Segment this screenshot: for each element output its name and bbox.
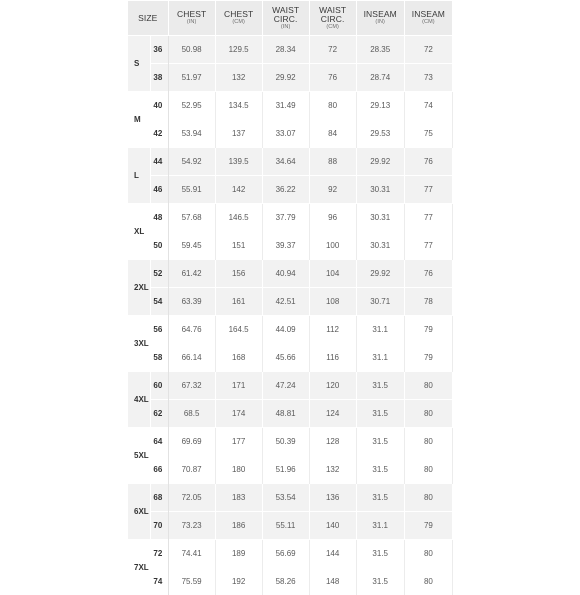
size-number: 72 [151, 540, 168, 568]
size-number: 46 [151, 176, 168, 204]
measurement-cell: 134.5 [215, 92, 262, 120]
size-number: 68 [151, 484, 168, 512]
size-chart-body [128, 36, 453, 595]
size-number: 42 [151, 120, 168, 148]
measurement-cell: 80 [404, 484, 452, 512]
measurement-cell: 37.79 [262, 204, 309, 232]
table-row [128, 568, 453, 595]
measurement-cell: 76 [404, 148, 452, 176]
measurement-cell: 80 [404, 456, 452, 484]
measurement-cell: 52.95 [168, 92, 215, 120]
measurement-cell: 68.5 [168, 400, 215, 428]
size-chart-header [128, 1, 453, 36]
size-label: 7XL [128, 540, 151, 595]
header-label: INSEAM [364, 9, 397, 19]
table-row [128, 400, 453, 428]
header-unit: (IN) [357, 19, 404, 26]
measurement-cell: 72.05 [168, 484, 215, 512]
measurement-cell: 140 [309, 512, 356, 540]
measurement-cell: 144 [309, 540, 356, 568]
measurement-cell: 132 [215, 64, 262, 92]
measurement-cell: 84 [309, 120, 356, 148]
header-label: CHEST [224, 9, 253, 19]
header-label-2: CIRC. [321, 14, 345, 24]
measurement-cell: 100 [309, 232, 356, 260]
measurement-cell: 77 [404, 176, 452, 204]
header-unit: (CM) [310, 24, 356, 31]
measurement-cell: 55.11 [262, 512, 309, 540]
measurement-cell: 80 [404, 400, 452, 428]
measurement-cell: 63.39 [168, 288, 215, 316]
measurement-cell: 30.31 [356, 176, 404, 204]
size-number: 66 [151, 456, 168, 484]
table-row [128, 428, 453, 456]
size-label: XL [128, 204, 151, 260]
measurement-cell: 73 [404, 64, 452, 92]
measurement-cell: 42.51 [262, 288, 309, 316]
measurement-cell: 77 [404, 232, 452, 260]
measurement-cell: 116 [309, 344, 356, 372]
measurement-cell: 54.92 [168, 148, 215, 176]
size-number: 56 [151, 316, 168, 344]
size-number: 70 [151, 512, 168, 540]
measurement-cell: 50.98 [168, 36, 215, 64]
measurement-cell: 31.5 [356, 400, 404, 428]
header-waist-in [262, 1, 309, 36]
table-row [128, 148, 453, 176]
measurement-cell: 29.53 [356, 120, 404, 148]
measurement-cell: 30.31 [356, 232, 404, 260]
size-number: 36 [151, 36, 168, 64]
measurement-cell: 151 [215, 232, 262, 260]
measurement-cell: 74.41 [168, 540, 215, 568]
measurement-cell: 108 [309, 288, 356, 316]
measurement-cell: 55.91 [168, 176, 215, 204]
size-label: 6XL [128, 484, 151, 540]
measurement-cell: 88 [309, 148, 356, 176]
measurement-cell: 29.92 [262, 64, 309, 92]
size-label: M [128, 92, 151, 148]
header-unit: (CM) [216, 19, 262, 26]
measurement-cell: 73.23 [168, 512, 215, 540]
measurement-cell: 29.92 [356, 148, 404, 176]
measurement-cell: 136 [309, 484, 356, 512]
measurement-cell: 40.94 [262, 260, 309, 288]
table-row [128, 344, 453, 372]
measurement-cell: 69.69 [168, 428, 215, 456]
measurement-cell: 56.69 [262, 540, 309, 568]
measurement-cell: 33.07 [262, 120, 309, 148]
size-number: 40 [151, 92, 168, 120]
measurement-cell: 31.1 [356, 344, 404, 372]
measurement-cell: 30.71 [356, 288, 404, 316]
header-chest-in [168, 1, 215, 36]
measurement-cell: 53.54 [262, 484, 309, 512]
measurement-cell: 79 [404, 316, 452, 344]
measurement-cell: 31.5 [356, 540, 404, 568]
measurement-cell: 79 [404, 344, 452, 372]
measurement-cell: 75 [404, 120, 452, 148]
measurement-cell: 28.74 [356, 64, 404, 92]
measurement-cell: 51.96 [262, 456, 309, 484]
size-number: 44 [151, 148, 168, 176]
header-size: SIZE [128, 1, 168, 36]
measurement-cell: 48.81 [262, 400, 309, 428]
measurement-cell: 58.26 [262, 568, 309, 595]
measurement-cell: 76 [309, 64, 356, 92]
measurement-cell: 45.66 [262, 344, 309, 372]
measurement-cell: 80 [404, 568, 452, 595]
measurement-cell: 161 [215, 288, 262, 316]
table-row [128, 316, 453, 344]
header-waist-cm [309, 1, 356, 36]
measurement-cell: 80 [309, 92, 356, 120]
measurement-cell: 177 [215, 428, 262, 456]
measurement-cell: 156 [215, 260, 262, 288]
measurement-cell: 39.37 [262, 232, 309, 260]
measurement-cell: 80 [404, 428, 452, 456]
measurement-cell: 142 [215, 176, 262, 204]
table-row [128, 64, 453, 92]
table-row [128, 260, 453, 288]
measurement-cell: 132 [309, 456, 356, 484]
size-label: 3XL [128, 316, 151, 372]
size-label: 4XL [128, 372, 151, 428]
measurement-cell: 124 [309, 400, 356, 428]
measurement-cell: 31.49 [262, 92, 309, 120]
table-row [128, 540, 453, 568]
measurement-cell: 75.59 [168, 568, 215, 595]
measurement-cell: 30.31 [356, 204, 404, 232]
table-row [128, 232, 453, 260]
measurement-cell: 104 [309, 260, 356, 288]
header-inseam-cm [404, 1, 452, 36]
measurement-cell: 31.1 [356, 512, 404, 540]
measurement-cell: 70.87 [168, 456, 215, 484]
measurement-cell: 148 [309, 568, 356, 595]
header-row [128, 1, 453, 36]
size-number: 74 [151, 568, 168, 595]
measurement-cell: 183 [215, 484, 262, 512]
table-row [128, 288, 453, 316]
measurement-cell: 112 [309, 316, 356, 344]
measurement-cell: 186 [215, 512, 262, 540]
measurement-cell: 50.39 [262, 428, 309, 456]
size-label: L [128, 148, 151, 204]
measurement-cell: 120 [309, 372, 356, 400]
measurement-cell: 31.5 [356, 568, 404, 595]
measurement-cell: 31.5 [356, 456, 404, 484]
measurement-cell: 34.64 [262, 148, 309, 176]
measurement-cell: 53.94 [168, 120, 215, 148]
measurement-cell: 137 [215, 120, 262, 148]
measurement-cell: 146.5 [215, 204, 262, 232]
size-number: 48 [151, 204, 168, 232]
table-row [128, 176, 453, 204]
measurement-cell: 61.42 [168, 260, 215, 288]
measurement-cell: 67.32 [168, 372, 215, 400]
measurement-cell: 80 [404, 372, 452, 400]
measurement-cell: 29.13 [356, 92, 404, 120]
header-unit: (CM) [405, 19, 452, 26]
table-row [128, 120, 453, 148]
measurement-cell: 44.09 [262, 316, 309, 344]
size-number: 50 [151, 232, 168, 260]
size-number: 58 [151, 344, 168, 372]
measurement-cell: 164.5 [215, 316, 262, 344]
measurement-cell: 28.34 [262, 36, 309, 64]
measurement-cell: 51.97 [168, 64, 215, 92]
measurement-cell: 78 [404, 288, 452, 316]
table-row [128, 36, 453, 64]
header-label: WAIST [272, 5, 299, 15]
measurement-cell: 76 [404, 260, 452, 288]
measurement-cell: 31.5 [356, 428, 404, 456]
header-label-2: CIRC. [274, 14, 298, 24]
measurement-cell: 189 [215, 540, 262, 568]
measurement-cell: 192 [215, 568, 262, 595]
measurement-cell: 31.1 [356, 316, 404, 344]
measurement-cell: 47.24 [262, 372, 309, 400]
measurement-cell: 72 [309, 36, 356, 64]
header-label: WAIST [319, 5, 346, 15]
measurement-cell: 72 [404, 36, 452, 64]
measurement-cell: 180 [215, 456, 262, 484]
measurement-cell: 80 [404, 540, 452, 568]
measurement-cell: 57.68 [168, 204, 215, 232]
table-row [128, 204, 453, 232]
header-label: CHEST [177, 9, 206, 19]
size-number: 54 [151, 288, 168, 316]
measurement-cell: 139.5 [215, 148, 262, 176]
size-number: 62 [151, 400, 168, 428]
table-row [128, 484, 453, 512]
measurement-cell: 59.45 [168, 232, 215, 260]
measurement-cell: 64.76 [168, 316, 215, 344]
header-unit: (IN) [263, 24, 309, 31]
measurement-cell: 74 [404, 92, 452, 120]
measurement-cell: 79 [404, 512, 452, 540]
measurement-cell: 168 [215, 344, 262, 372]
measurement-cell: 28.35 [356, 36, 404, 64]
measurement-cell: 31.5 [356, 484, 404, 512]
measurement-cell: 174 [215, 400, 262, 428]
measurement-cell: 128 [309, 428, 356, 456]
size-number: 64 [151, 428, 168, 456]
header-inseam-in [356, 1, 404, 36]
measurement-cell: 171 [215, 372, 262, 400]
size-number: 52 [151, 260, 168, 288]
table-row [128, 92, 453, 120]
table-row [128, 512, 453, 540]
table-row [128, 372, 453, 400]
measurement-cell: 36.22 [262, 176, 309, 204]
size-label: S [128, 36, 151, 92]
measurement-cell: 29.92 [356, 260, 404, 288]
measurement-cell: 66.14 [168, 344, 215, 372]
size-number: 60 [151, 372, 168, 400]
size-number: 38 [151, 64, 168, 92]
measurement-cell: 31.5 [356, 372, 404, 400]
measurement-cell: 129.5 [215, 36, 262, 64]
header-unit: (IN) [169, 19, 215, 26]
size-label: 2XL [128, 260, 151, 316]
measurement-cell: 96 [309, 204, 356, 232]
measurement-cell: 92 [309, 176, 356, 204]
header-chest-cm [215, 1, 262, 36]
table-row [128, 456, 453, 484]
header-label: INSEAM [412, 9, 445, 19]
size-chart-table [128, 1, 453, 595]
measurement-cell: 77 [404, 204, 452, 232]
size-label: 5XL [128, 428, 151, 484]
